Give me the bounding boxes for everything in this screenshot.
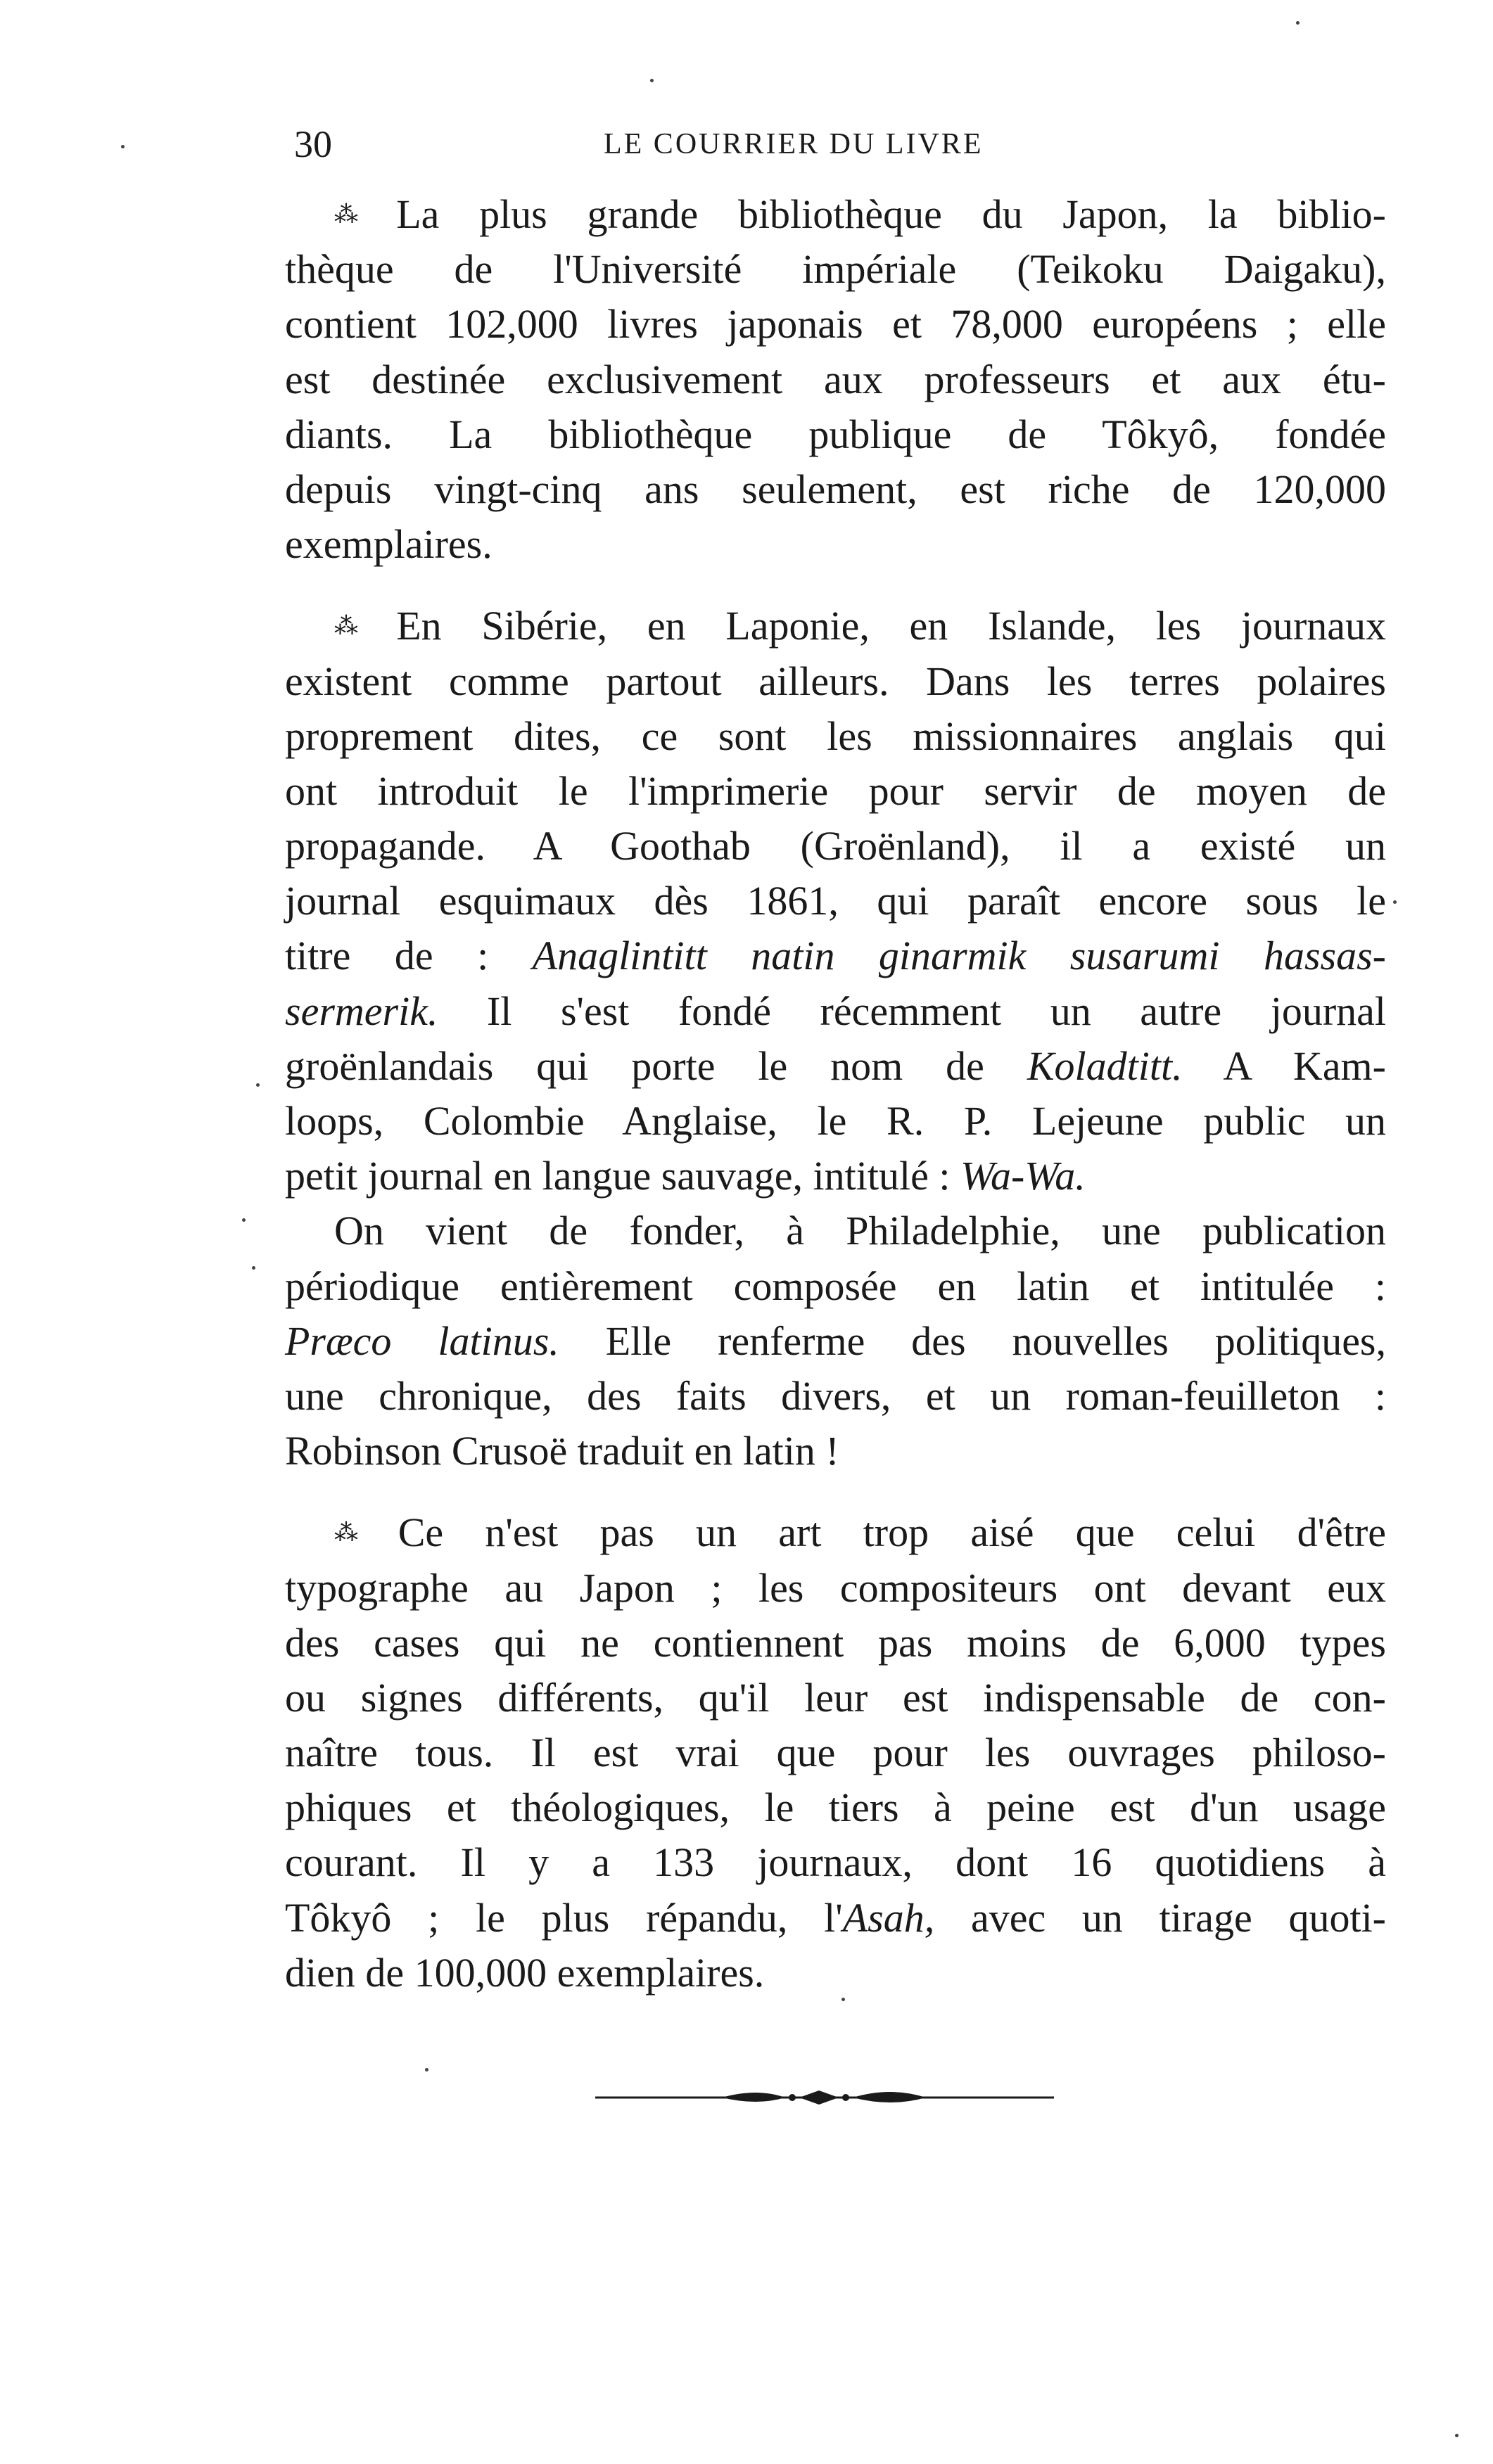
asterism-ornament: ⁂ — [334, 1520, 391, 1547]
text-line: petit journal en langue sauvage, intitulé : Wa-Wa. — [285, 1153, 1086, 1199]
text-line: sermerik. Il s'est fondé récemment un autre journal — [285, 988, 1386, 1034]
text-line: loops, Colombie Anglaise, le R. P. Lejeune public un — [285, 1098, 1386, 1144]
running-title: LE COURRIER DU LIVRE — [604, 128, 984, 160]
text-line: thèque de l'Université impériale (Teikoku Daigaku), — [285, 246, 1386, 293]
scan-speck — [252, 1266, 255, 1270]
text-line: depuis vingt-cinq ans seulement, est riche de 120,000 — [285, 466, 1386, 512]
journal-title: sermerik. — [285, 988, 438, 1034]
paragraph-latin-publication — [285, 1204, 1386, 1479]
scan-speck — [256, 1083, 260, 1087]
journal-title: Asah, — [842, 1894, 935, 1941]
text-line: périodique entièrement composée en latin et intitulée : — [285, 1263, 1386, 1309]
text-line: des cases qui ne contiennent pas moins de 6,000 types — [285, 1619, 1386, 1666]
text-line: contient 102,000 livres japonais et 78,000 européens ; elle — [285, 301, 1386, 347]
text-line: ont introduit le l'imprimerie pour servir de moyen de — [285, 767, 1386, 814]
text-line: ⁂ La plus grande bibliothèque du Japon, la biblio- — [334, 191, 1387, 237]
paragraph-gap — [285, 572, 1386, 599]
text-line: exemplaires. — [285, 521, 493, 568]
body-text — [285, 187, 1386, 2000]
text-line: journal esquimaux dès 1861, qui paraît encore sous le — [285, 878, 1386, 924]
text-line: Robinson Crusoë traduit en latin ! — [285, 1428, 839, 1474]
journal-title: Anaglintitt natin ginarmik susarumi hassas- — [532, 933, 1386, 979]
page-header — [294, 113, 1392, 176]
journal-title: Præco latinus. — [285, 1317, 559, 1364]
text-line: diants. La bibliothèque publique de Tôkyô, fondée — [285, 411, 1386, 457]
asterism-ornament: ⁂ — [334, 613, 390, 640]
text-line: propagande. A Goothab (Groënland), il a existé un — [285, 823, 1386, 869]
text-line: une chronique, des faits divers, et un roman-feuilleton : — [285, 1372, 1386, 1419]
paragraph-japanese-typography — [285, 1505, 1386, 2000]
text-line: groënlandais qui porte le nom de Koladtitt. A Kam- — [285, 1042, 1386, 1089]
text-line: naître tous. Il est vrai que pour les ouvrages philoso- — [285, 1730, 1386, 1776]
text-line: titre de : Anaglintitt natin ginarmik susarumi hassas- — [285, 933, 1386, 979]
text-line: phiques et théologiques, le tiers à peine est d'un usage — [285, 1785, 1386, 1831]
text-line: ou signes différents, qu'il leur est indispensable de con- — [285, 1674, 1386, 1721]
journal-title: Wa-Wa. — [960, 1153, 1086, 1199]
text-line: Tôkyô ; le plus répandu, l'Asah, avec un tirage quoti- — [285, 1894, 1386, 1941]
paragraph-gap — [285, 1479, 1386, 1505]
scan-speck — [841, 1998, 845, 2001]
paragraph-university-library — [285, 187, 1386, 572]
text-line: Præco latinus. Elle renferme des nouvelles politiques, — [285, 1317, 1387, 1364]
tailpiece-ornament — [595, 2082, 1054, 2110]
page-number: 30 — [294, 123, 332, 165]
text-line: ⁂ En Sibérie, en Laponie, en Islande, les journaux — [334, 603, 1386, 649]
text-line: On vient de fonder, à Philadelphie, une publication — [334, 1208, 1386, 1254]
scan-speck — [650, 79, 654, 82]
scan-speck — [242, 1218, 246, 1222]
text-line: typographe au Japon ; les compositeurs ont devant eux — [285, 1564, 1386, 1611]
text-line: proprement dites, ce sont les missionnaires anglais qui — [285, 713, 1386, 759]
scan-speck — [121, 145, 125, 148]
text-line: existent comme partout ailleurs. Dans les terres polaires — [285, 658, 1386, 704]
asterism-ornament: ⁂ — [334, 202, 390, 228]
text-line: ⁂ Ce n'est pas un art trop aisé que celui d'être — [334, 1509, 1387, 1556]
text-line: est destinée exclusivement aux professeurs et aux étu- — [285, 356, 1386, 402]
scan-speck — [1296, 21, 1300, 25]
text-line: dien de 100,000 exemplaires. — [285, 1949, 765, 1996]
journal-title: Koladtitt. — [1027, 1042, 1183, 1089]
paragraph-polar-newspapers — [285, 599, 1386, 1204]
scan-speck — [1393, 900, 1397, 904]
scan-speck — [425, 2068, 428, 2072]
text-line: courant. Il y a 133 journaux, dont 16 quotidiens à — [285, 1839, 1386, 1886]
scan-speck — [1455, 2434, 1459, 2437]
